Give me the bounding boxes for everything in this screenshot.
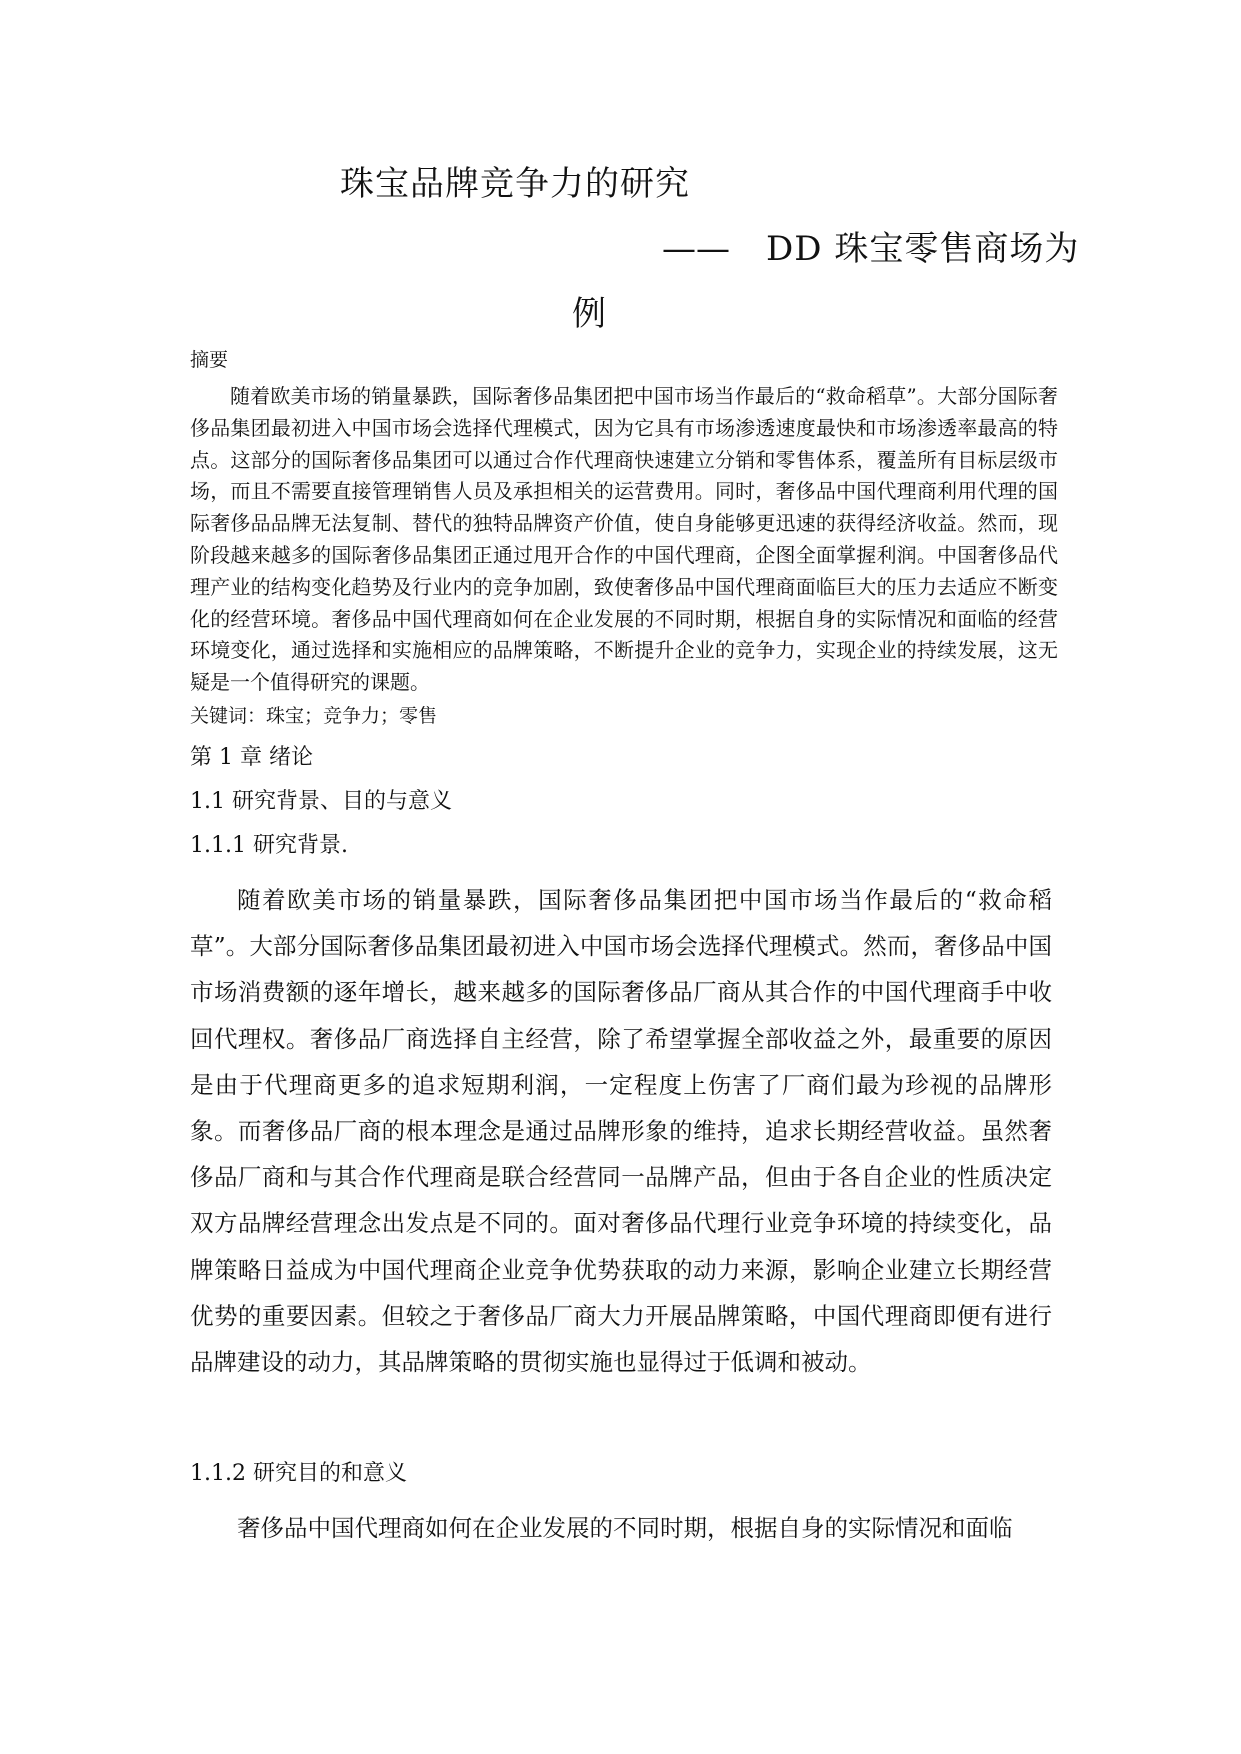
keywords: 关键词：珠宝；竞争力；零售: [190, 705, 438, 727]
abstract-body: 随着欧美市场的销量暴跌，国际奢侈品集团把中国市场当作最后的“救命稻草”。大部分国际奢侈品集团最初进入中国市场会选择代理模式，因为它具有市场渗透速度最快和市场渗透率最高的特点。这部分的国际奢侈品集团可以通过合作代理商快速建立分销和零售体系，覆盖所有目标层级市场，而且不需要直接管理销售人员及承担相关的运营费用。同时，奢侈品中国代理商利用代理的国际奢侈品品牌无法复制、替代的独特品牌资产价值，使自身能够更迅速的获得经济收益。然而，现阶段越来越多的国际奢侈品集团正通过甩开合作的中国代理商，企图全面掌握利润。中国奢侈品代理产业的结构变化趋势及行业内的竞争加剧，致使奢侈品中国代理商面临巨大的压力去适应不断变化的经营环境。奢侈品中国代理商如何在企业发展的不同时期，根据自身的实际情况和面临的经营环境变化，通过选择和实施相应的品牌策略，不断提升企业的竞争力，实现企业的持续发展，这无疑是一个值得研究的课题。: [190, 384, 1058, 695]
subtitle-continuation: 例: [572, 294, 606, 334]
subtitle-text: DD 珠宝零售商场为: [766, 229, 1080, 269]
document-title: 珠宝品牌竞争力的研究: [340, 164, 690, 204]
section-heading-1-1: 1.1 研究背景、目的与意义: [190, 789, 452, 814]
paragraph-purpose: 奢侈品中国代理商如何在企业发展的不同时期，根据自身的实际情况和面临: [237, 1514, 1013, 1542]
chapter-heading: 第 1 章 绪论: [190, 745, 313, 770]
subtitle-dash: ——: [662, 229, 730, 269]
abstract-heading: 摘要: [190, 349, 229, 371]
section-heading-1-1-2: 1.1.2 研究目的和意义: [190, 1461, 407, 1486]
document-subtitle: [662, 225, 1079, 273]
section-heading-1-1-1: 1.1.1 研究背景.: [190, 833, 348, 858]
paragraph-background: 随着欧美市场的销量暴跌，国际奢侈品集团把中国市场当作最后的“救命稻草”。大部分国际奢侈品集团最初进入中国市场会选择代理模式。然而，奢侈品中国市场消费额的逐年增长，越来越多的国际奢侈品厂商从其合作的中国代理商手中收回代理权。奢侈品厂商选择自主经营，除了希望掌握全部收益之外，最重要的原因是由于代理商更多的追求短期利润，一定程度上伤害了厂商们最为珍视的品牌形象。而奢侈品厂商的根本理念是通过品牌形象的维持，追求长期经营收益。虽然奢侈品厂商和与其合作代理商是联合经营同一品牌产品，但由于各自企业的性质决定双方品牌经营理念出发点是不同的。面对奢侈品代理行业竞争环境的持续变化，品牌策略日益成为中国代理商企业竞争优势获取的动力来源，影响企业建立长期经营优势的重要因素。但较之于奢侈品厂商大力开展品牌策略，中国代理商即便有进行品牌建设的动力，其品牌策略的贯彻实施也显得过于低调和被动。: [190, 886, 1052, 1377]
